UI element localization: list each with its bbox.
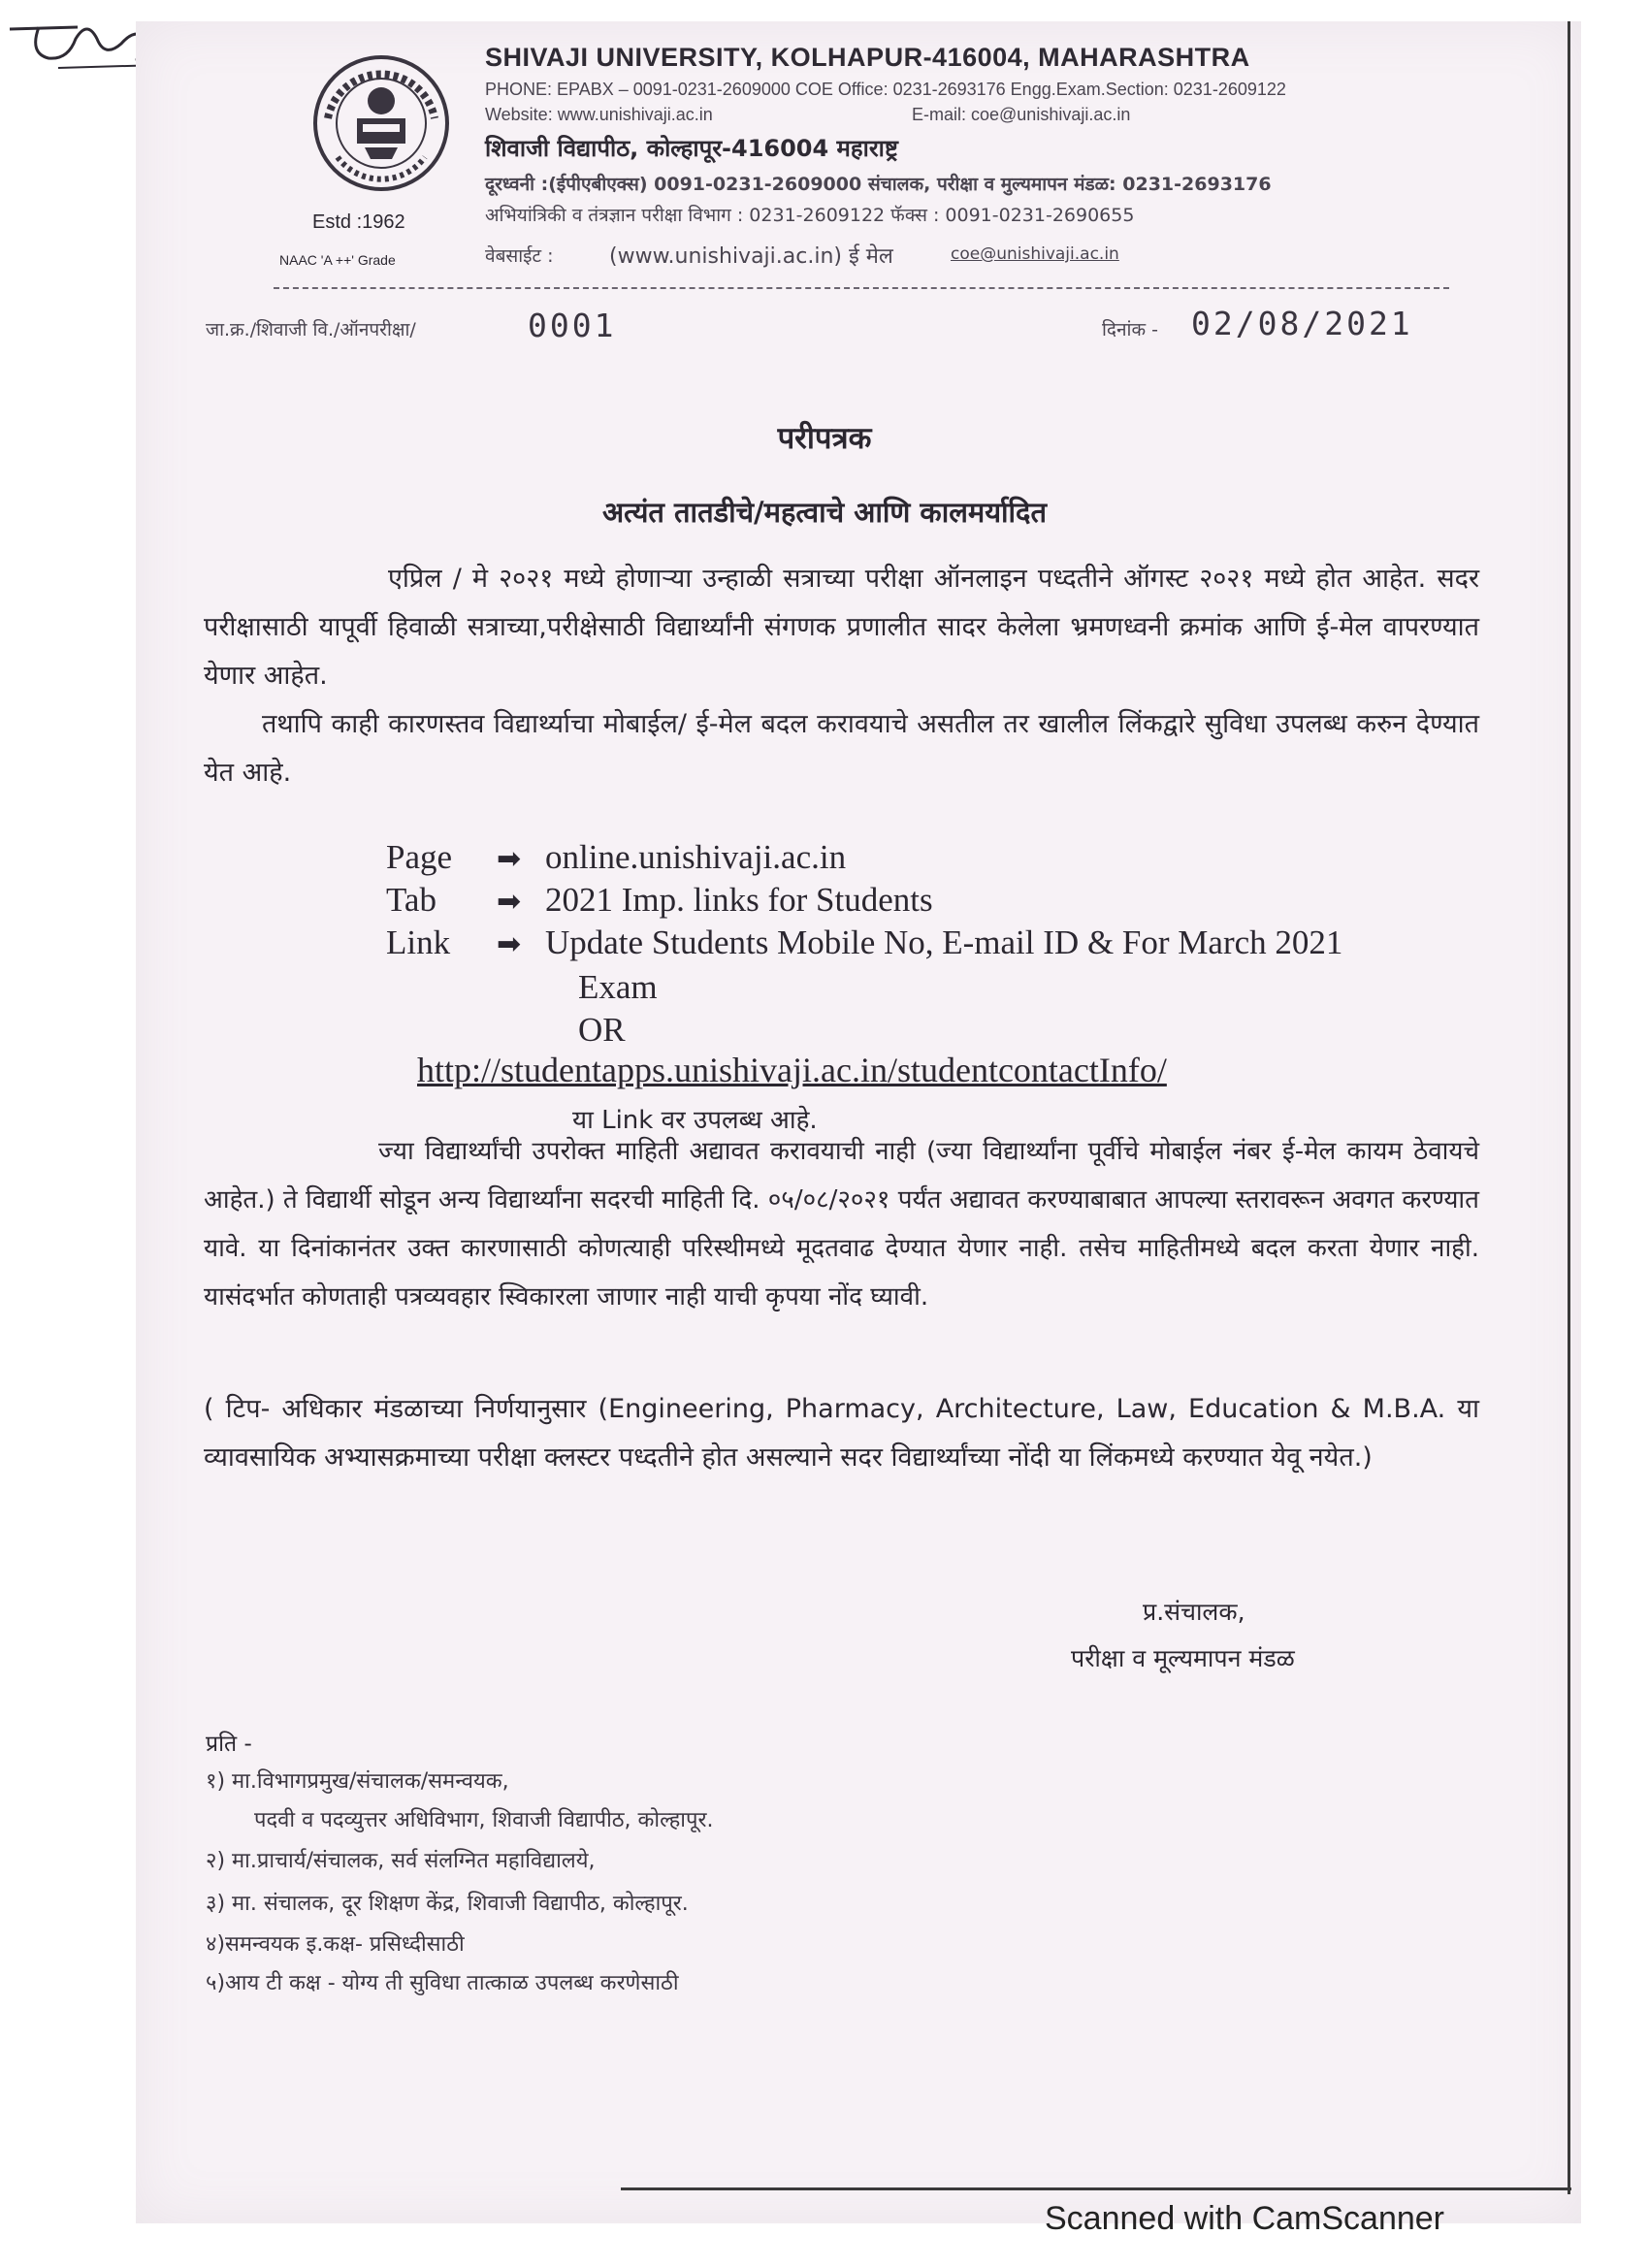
engg-line-marathi: अभियांत्रिकी व तंत्रज्ञान परीक्षा विभाग : 0231-2609122 फॅक्स : 0091-0231-2690655 [485, 205, 1135, 226]
website-label-marathi: वेबसाईट : [485, 245, 554, 267]
paragraph-2: तथापि काही कारणस्तव विद्यार्थ्याचा मोबाईल/ ई-मेल बदल करावयाचे असतील तर खालील लिंकद्वारे सुविधा उपलब्ध करुन देण्यात येत आहे. [204, 709, 1479, 788]
link-label: Link [386, 923, 451, 961]
paragraph-1: एप्रिल / मे २०२१ मध्ये होणाऱ्या उन्हाळी सत्राच्या परीक्षा ऑनलाइन पध्दतीने ऑगस्ट २०२१ मध्ये होत आहेत. सदर परीक्षासाठी यापूर्वी हिवाळी सत्राच्या,परीक्षेसाठी विद्यार्थ्यांनी संगणक प्रणालीत सादर केलेला भ्रमणध्वनी क्रमांक आणि ई-मेल वापरण्यात येणार आहेत. [204, 564, 1479, 691]
university-name: SHIVAJI UNIVERSITY, KOLHAPUR-416004, MAHARASHTRA [485, 43, 1250, 72]
university-name-marathi: शिवाजी विद्यापीठ, कोल्हापूर-416004 महाराष्ट्र [485, 135, 898, 162]
university-seal-logo [308, 50, 454, 196]
distribution-item: ५)आय टी कक्ष - योग्य ती सुविधा तात्काळ उपलब्ध करणेसाठी [206, 1971, 679, 1995]
scan-edge-line [1568, 21, 1570, 2194]
email-link[interactable]: coe@unishivaji.ac.in [951, 244, 1119, 264]
distribution-item: ४)समन्वयक इ.कक्ष- प्रसिध्दीसाठी [206, 1932, 465, 1957]
website-marathi: (www.unishivaji.ac.in) ई मेल [609, 244, 893, 269]
reference-number: 0001 [528, 307, 617, 344]
date-value: 02/08/2021 [1191, 305, 1413, 342]
distribution-item: ३) मा. संचालक, दूर शिक्षण केंद्र, शिवाजी विद्यापीठ, कोल्हापूर. [206, 1892, 689, 1916]
arrow-right-icon: ➡ [497, 886, 522, 918]
page-label: Page [386, 838, 453, 876]
link-value: Update Students Mobile No, E-mail ID & For March 2021 [545, 923, 1343, 961]
date-label: दिनांक - [1102, 319, 1158, 340]
tab-value: 2021 Imp. links for Students [545, 881, 933, 919]
phone-line: PHONE: EPABX – 0091-0231-2609000 COE Office: 0231-2693176 Engg.Exam.Section: 0231-2609122 [485, 80, 1286, 99]
arrow-right-icon: ➡ [497, 843, 522, 875]
website-line: Website: www.unishivaji.ac.in [485, 105, 713, 124]
link-continuation: Exam [578, 968, 658, 1006]
link-available-text: या Link वर उपलब्ध आहे. [572, 1106, 818, 1135]
or-text: OR [578, 1011, 626, 1049]
note-paragraph: ( टिप- अधिकार मंडळाच्या निर्णयानुसार (Engineering, Pharmacy, Architecture, Law, Education & M.B.A. या व्यावसायिक अभ्यासक्रमाच्या परीक्षा क्लस्टर पध्दतीने होत असल्याने सदर विद्यार्थ्यांच्या नोंदी या लिंकमध्ये करण्यात येवू नयेत.) [204, 1394, 1479, 1473]
reference-prefix: जा.क्र./शिवाजी वि./ऑनपरीक्षा/ [206, 319, 416, 340]
email-line: E-mail: coe@unishivaji.ac.in [912, 105, 1131, 124]
paragraph-3: ज्या विद्यार्थ्यांची उपरोक्त माहिती अद्यावत करावयाची नाही (ज्या विद्यार्थ्यांना पूर्वीचे मोबाईल नंबर ई-मेल कायम ठेवायचे आहेत.) ते विद्यार्थी सोडून अन्य विद्यार्थ्यांना सदरची माहिती दि. ०५/०८/२०२१ पर्यंत अद्यावत करण्याबाबात आपल्या स्तरावरून अवगत करण्यात यावे. या दिनांकानंतर उक्त कारणासाठी कोणत्याही परिस्थीमध्ये मूदतवाढ देण्यात येणार नाही. तसेच माहितीमध्ये बदल करता येणार नाही. यासंदर्भात कोणताही पत्रव्यवहार स्विकारला जाणार नाही याची कृपया नोंद घ्यावी. [204, 1137, 1479, 1312]
distribution-heading: प्रति - [206, 1732, 252, 1757]
page-row [386, 838, 846, 877]
circular-title: परीपत्रक [777, 421, 872, 456]
naac-grade: NAAC 'A ++' Grade [279, 252, 396, 268]
distribution-item: २) मा.प्राचार्य/संचालक, सर्व संलग्नित महाविद्यालये, [206, 1849, 596, 1873]
page-value[interactable]: online.unishivaji.ac.in [545, 838, 847, 876]
distribution-item: पदवी व पदव्युत्तर अधिविभाग, शिवाजी विद्यापीठ, कोल्हापूर. [254, 1808, 714, 1832]
signatory-title: प्र.संचालक, [1143, 1598, 1245, 1626]
camscanner-watermark: Scanned with CamScanner [1045, 2200, 1445, 2237]
arrow-right-icon: ➡ [497, 928, 522, 960]
student-contact-url[interactable]: http://studentapps.unishivaji.ac.in/studentcontactInfo/ [417, 1051, 1167, 1089]
scan-bottom-line [621, 2187, 1571, 2190]
signatory-department: परीक्षा व मूल्यमापन मंडळ [1071, 1644, 1295, 1672]
link-row [386, 923, 1342, 962]
tab-label: Tab [386, 881, 436, 919]
header-divider [274, 287, 1449, 289]
tab-row [386, 881, 933, 920]
established-year: Estd :1962 [312, 211, 405, 233]
phone-line-marathi: दूरध्वनी :(ईपीएबीएक्स) 0091-0231-2609000 संचालक, परीक्षा व मुल्यमापन मंडळ: 0231-2693176 [485, 174, 1272, 195]
circular-subtitle: अत्यंत तातडीचे/महत्वाचे आणि कालमर्यादित [602, 496, 1047, 529]
distribution-item: १) मा.विभागप्रमुख/संचालक/समन्वयक, [206, 1769, 509, 1794]
